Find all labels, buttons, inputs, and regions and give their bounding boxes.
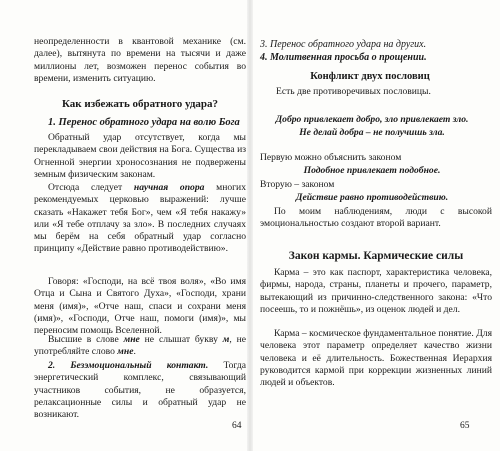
left-paragraph-4 (34, 334, 246, 359)
item-3 (260, 38, 490, 51)
para4-g: . (133, 346, 136, 358)
left-item-2 (34, 360, 246, 421)
item-3-text: 3. Перенос обратного удара на других. (260, 39, 427, 50)
left-paragraph-3: Говоря: «Господи, на всё твоя воля», «Во имя Отца и Сына и Святого Духа», «Господи, храни меня (имя)», «Отче наш, спаси и сохрани меня (имя)», «Господи, Отче наш, помоги (имя)», мы переносим помощь Вселенной. (34, 276, 246, 337)
proverbs-heading: Конфликт двух пословиц (310, 71, 430, 82)
karma-heading: Закон кармы. Кармические силы (288, 250, 464, 262)
explain-1: Первую можно объяснить законом (260, 152, 402, 163)
para2-start: Отсюда следует (48, 182, 134, 193)
para4-mne-2: мне (117, 346, 134, 358)
left-paragraph-1: Обратный удар отсутствует, когда мы перекладываем свои действия на Бога. Существа из Огненной энергии хроносознания не подвержены земным физическим законам. (34, 132, 246, 180)
explain-2: Вторую – законом (260, 179, 335, 190)
law-1: Подобное привлекает подобное. (303, 165, 441, 176)
law-2: Действие равно противодействию. (295, 192, 449, 203)
karma-paragraph-2: Карма – космическое фундаментальное понятие. Для человека этот параметр определяет качество жизни человека и её длительность. Божественная Иерархия руководится кармой при коррекции жизненных линий людей и объектов. (260, 328, 492, 389)
proverbs-intro: Есть две противоречивых пословицы. (276, 86, 431, 97)
para4-letter-m: м (222, 334, 230, 345)
item-1-title: 1. Перенос обратного удара на волю Бога (48, 117, 240, 128)
proverb-1: Добро привлекает добро, зло привлекает зло. (275, 114, 469, 125)
proverb-2: Не делай добра – не получишь зла. (299, 127, 445, 138)
para2-rest: многих рекомендуемых церковью выражений: лучше сказать «Накажет тебя Бог», чем «Я тебя накажу» или «Я тебе отплачу за зло». В последних случаях мы берём на себя обратный удар согласно принципу «Действие равно противодействию». (34, 182, 246, 255)
item-2-text: Тогда энергетический комплекс, связывающий участников события, не образуется, релаксационные силы и обратный удар не возникают. (34, 360, 246, 421)
left-heading: Как избежать обратного удара? (61, 98, 219, 110)
page-number-right: 65 (460, 421, 470, 431)
karma-paragraph-1: Карма – это как паспорт, характеристика человека, фирмы, народа, страны, планеты и прочего, параметр, вытекающий из причинно-следственного закона: «Что посеешь, то и пожнёшь», из оценок людей и дел. (260, 267, 492, 315)
left-intro-paragraph: неопределенности в квантовой механике (см. далее), вытянута по времени на тысячи и даже миллионы лет, возможен перенос события во времени, изменить ситуацию. (34, 36, 246, 84)
page-number-left: 64 (232, 421, 242, 431)
left-paragraph-2 (34, 182, 246, 256)
para4-c: не слышат букву (139, 334, 223, 345)
right-page (250, 0, 500, 451)
para2-emphasis: научная опора (133, 182, 205, 193)
conclusion-paragraph: По моим наблюдениям, люди с высокой эмоциональностью создают второй вариант. (260, 206, 492, 230)
para4-a: Высшие в слове (48, 334, 124, 345)
item-2-title: 2. Безэмоциональный контакт. (48, 360, 209, 371)
para4-e: , не употребляйте слово (34, 334, 246, 358)
item-4: 4. Молитвенная просьба о прощении. (260, 52, 427, 63)
para4-mne-1: мне (123, 334, 140, 345)
